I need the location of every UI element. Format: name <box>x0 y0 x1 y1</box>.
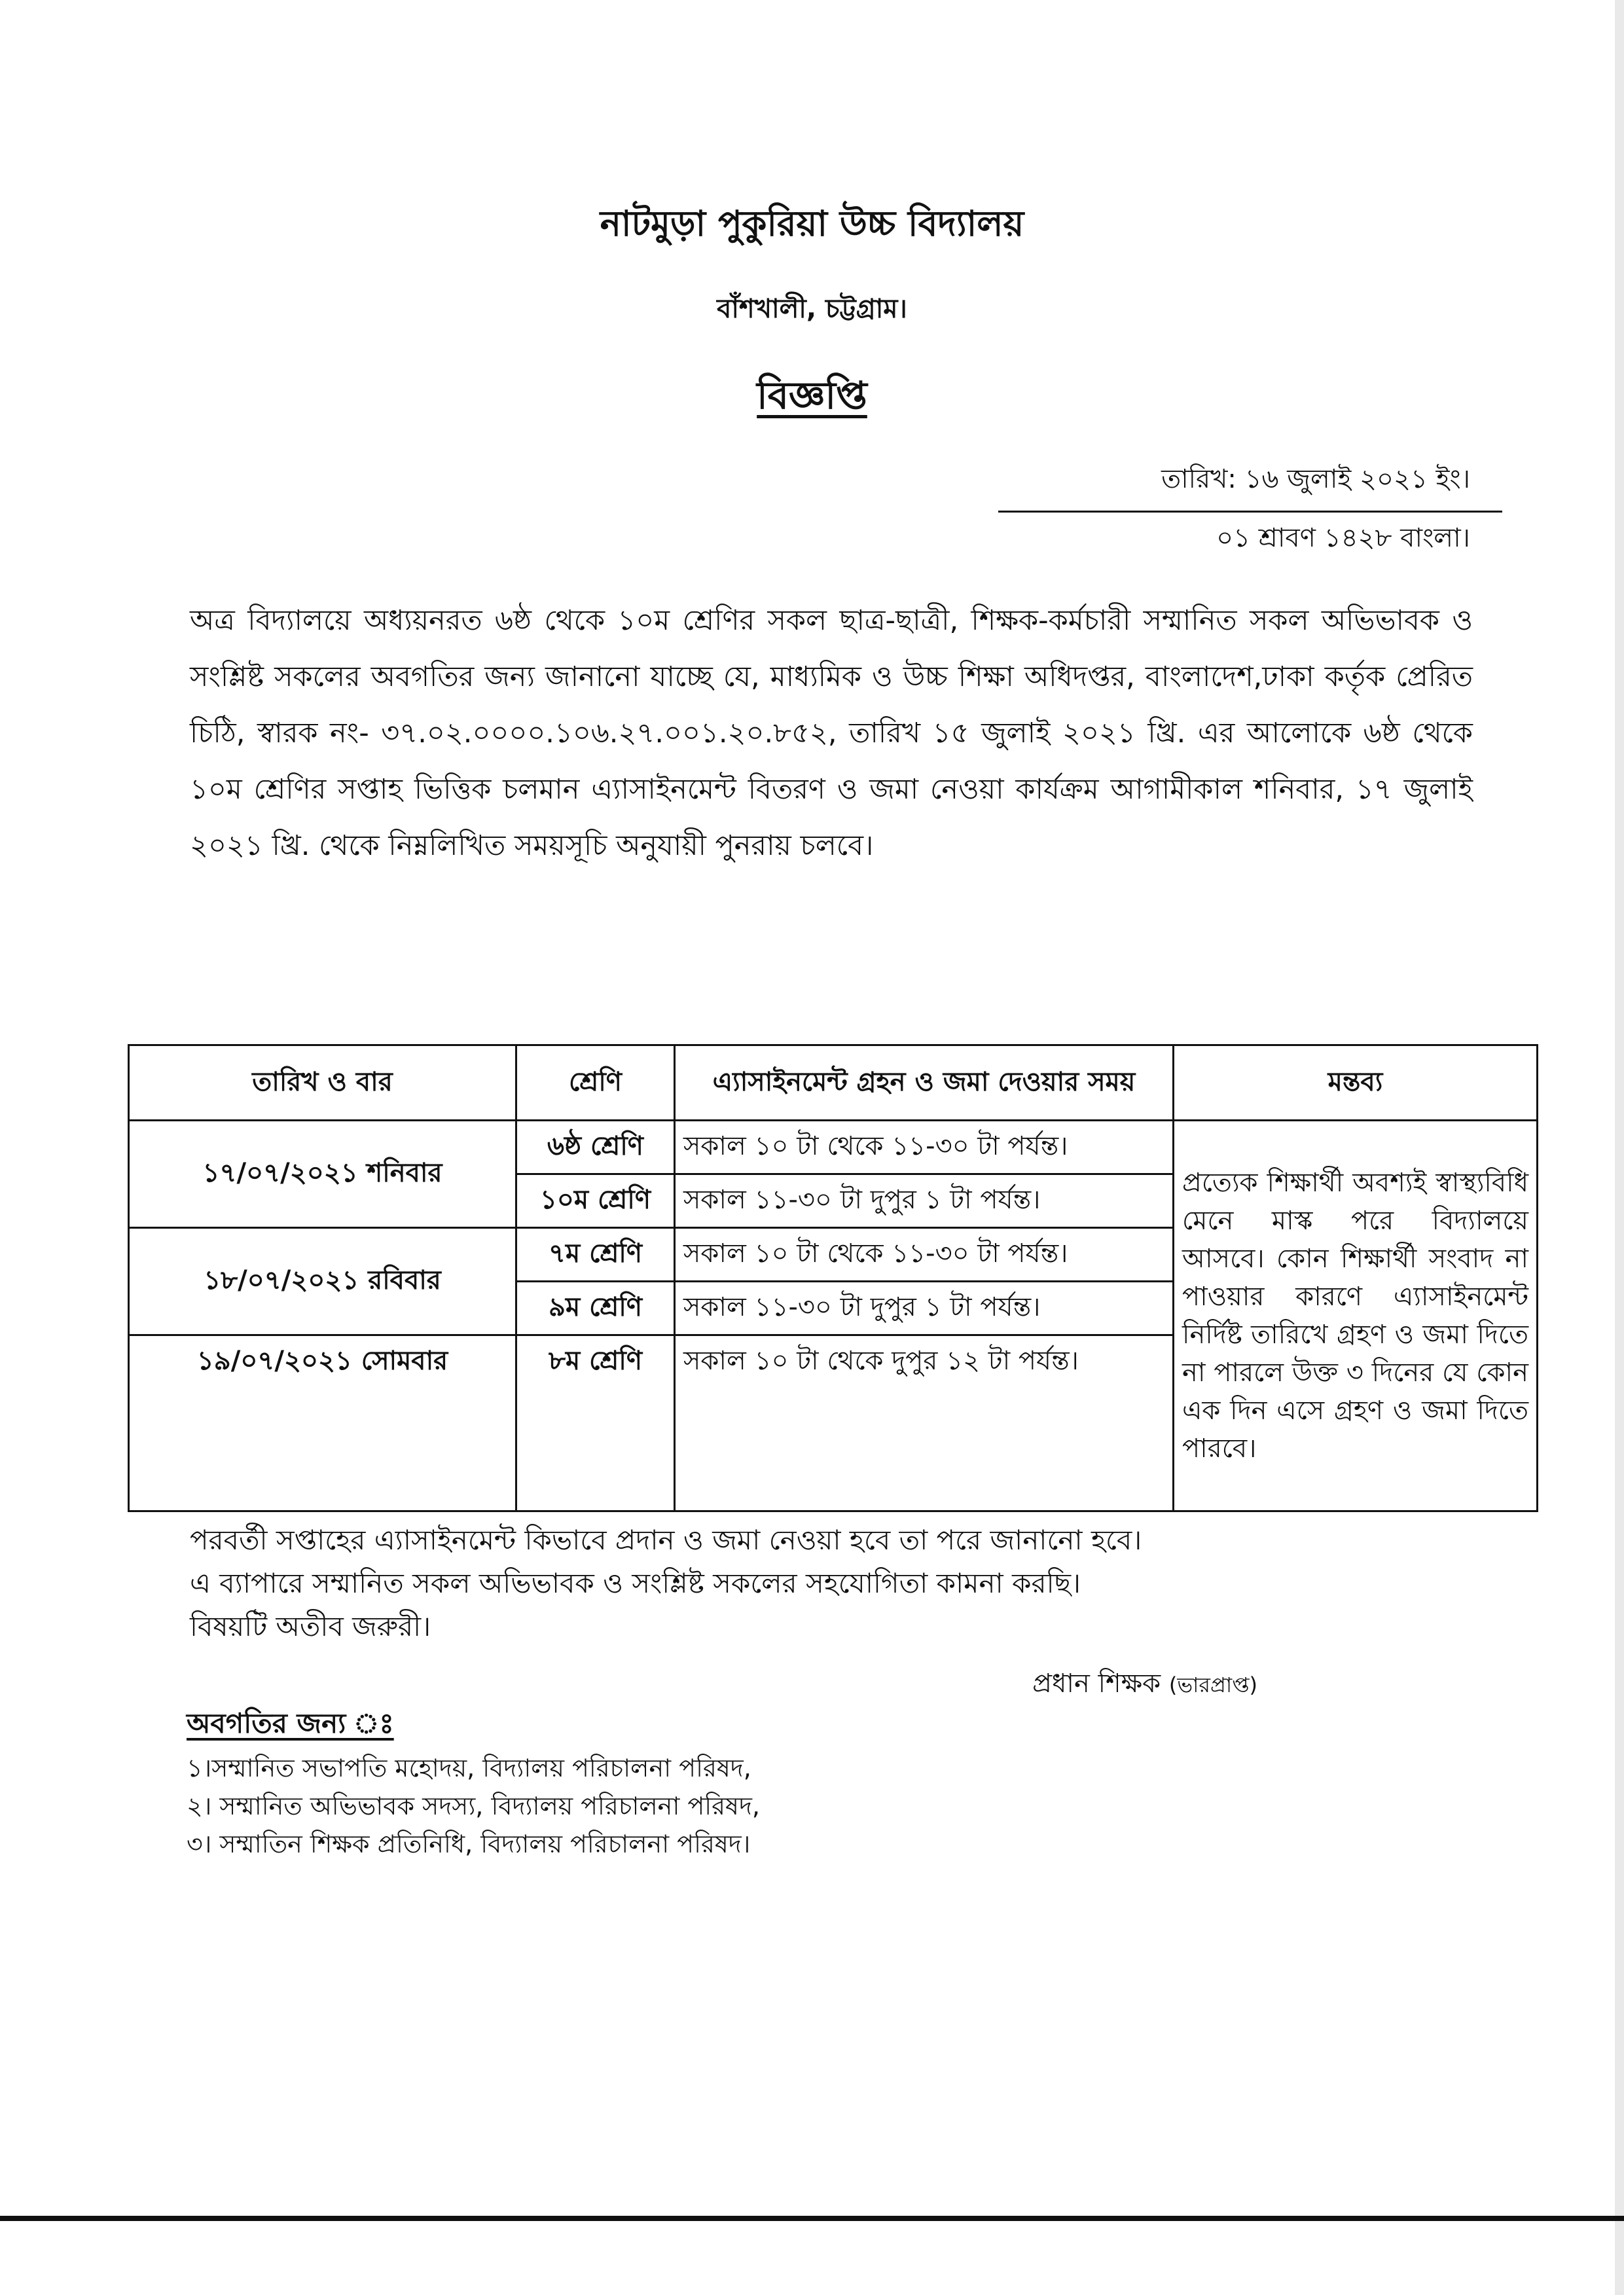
time-cell: সকাল ১০ টা থেকে ১১-৩০ টা পর্যন্ত। <box>675 1228 1174 1282</box>
class-cell: ৯ম শ্রেণি <box>516 1282 675 1335</box>
class-cell: ১০ম শ্রেণি <box>516 1174 675 1228</box>
closing-line: এ ব্যাপারে সম্মানিত সকল অভিভাবক ও সংশ্লিষ্ট সকলের সহযোগিতা কামনা করছি। <box>190 1567 1081 1599</box>
header-time: এ্যাসাইনমেন্ট গ্রহন ও জমা দেওয়ার সময় <box>675 1045 1174 1121</box>
notice-date-gregorian: তারিখ: ১৬ জুলাই ২০২১ ইং। <box>1161 464 1470 494</box>
page-edge <box>1615 0 1624 2295</box>
school-name: নাটমুড়া পুকুরিয়া উচ্চ বিদ্যালয় <box>600 203 1024 244</box>
header-remark: মন্তব্য <box>1174 1045 1538 1121</box>
header-date: তারিখ ও বার <box>129 1045 516 1121</box>
remark-cell: প্রত্যেক শিক্ষার্থী অবশ্যই স্বাস্থ্যবিধি মেনে মাস্ক পরে বিদ্যালয়ে আসবে। কোন শিক্ষার্থী সংবাদ না পাওয়ার কারণে এ্যাসাইনমেন্ট নির্দিষ্ট তারিখে গ্রহণ ও জমা দিতে না পারলে উক্ত ৩ দিনের যে কোন এক দিন এসে গ্রহণ ও জমা দিতে পারবে। <box>1174 1121 1538 1511</box>
list-item: ৩। সম্মাতিন শিক্ষক প্রতিনিধি, বিদ্যালয় পরিচালনা পরিষদ। <box>187 1830 751 1858</box>
time-cell: সকাল ১১-৩০ টা দুপুর ১ টা পর্যন্ত। <box>675 1174 1174 1228</box>
class-cell: ৬ষ্ঠ শ্রেণি <box>516 1121 675 1174</box>
table-header-row <box>129 1045 1538 1121</box>
class-cell: ৭ম শ্রেণি <box>516 1228 675 1282</box>
date-divider <box>998 511 1502 513</box>
closing-line: পরবর্তী সপ্তাহের এ্যাসাইনমেন্ট কিভাবে প্রদান ও জমা নেওয়া হবে তা পরে জানানো হবে। <box>190 1524 1142 1556</box>
notice-body: অত্র বিদ্যালয়ে অধ্যয়নরত ৬ষ্ঠ থেকে ১০ম শ্রেণির সকল ছাত্র-ছাত্রী, শিক্ষক-কর্মচারী সম্মানিত সকল অভিভাবক ও সংশ্লিষ্ট সকলের অবগতির জন্য জানানো যাচ্ছে যে, মাধ্যমিক ও উচ্চ শিক্ষা অধিদপ্তর, বাংলাদেশ,ঢাকা কর্তৃক প্রেরিত চিঠি, স্বারক নং- ৩৭.০২.০০০০.১০৬.২৭.০০১.২০.৮৫২, তারিখ ১৫ জুলাই ২০২১ খ্রি. এর আলোকে ৬ষ্ঠ থেকে ১০ম শ্রেণির সপ্তাহ ভিত্তিক চলমান এ্যাসাইনমেন্ট বিতরণ ও জমা নেওয়া কার্যক্রম আগামীকাল শনিবার, ১৭ জুলাই ২০২১ খ্রি. থেকে নিম্নলিখিত সময়সূচি অনুযায়ী পুনরায় চলবে। <box>190 604 1473 862</box>
signatory <box>1032 1663 1257 1707</box>
time-cell: সকাল ১১-৩০ টা দুপুর ১ টা পর্যন্ত। <box>675 1282 1174 1335</box>
date-cell: ১৮/০৭/২০২১ রবিবার <box>129 1228 516 1335</box>
cc-heading: অবগতির জন্য ঃ <box>187 1707 394 1739</box>
time-cell: সকাল ১০ টা থেকে ১১-৩০ টা পর্যন্ত। <box>675 1121 1174 1174</box>
date-cell: ১৯/০৭/২০২১ সোমবার <box>129 1335 516 1511</box>
time-cell: সকাল ১০ টা থেকে দুপুর ১২ টা পর্যন্ত। <box>675 1335 1174 1511</box>
closing-text <box>190 1519 1434 1648</box>
notice-date-bangla: ০১ শ্রাবণ ১৪২৮ বাংলা। <box>1216 523 1470 553</box>
school-address: বাঁশখালী, চট্টগ্রাম। <box>717 294 907 324</box>
schedule-table <box>128 1044 1538 1512</box>
date-cell: ১৭/০৭/২০২১ শনিবার <box>129 1121 516 1228</box>
header-class: শ্রেণি <box>516 1045 675 1121</box>
class-cell: ৮ম শ্রেণি <box>516 1335 675 1511</box>
signatory-qualifier: (ভারপ্রাপ্ত) <box>1168 1672 1257 1697</box>
signatory-title: প্রধান শিক্ষক <box>1032 1669 1161 1699</box>
closing-line: বিষয়টি অতীব জরুরী। <box>190 1610 431 1642</box>
list-item: ২। সম্মানিত অভিভাবক সদস্য, বিদ্যালয় পরিচালনা পরিষদ, <box>187 1792 761 1820</box>
table-row <box>129 1121 1538 1174</box>
notice-title <box>0 367 1624 430</box>
cc-list <box>187 1749 760 1863</box>
list-item: ১।সম্মানিত সভাপতি মহোদয়, বিদ্যালয় পরিচালনা পরিষদ, <box>187 1754 751 1782</box>
page-bottom-edge <box>0 2216 1624 2221</box>
notice-title-text: বিজ্ঞপ্তি <box>757 373 867 418</box>
